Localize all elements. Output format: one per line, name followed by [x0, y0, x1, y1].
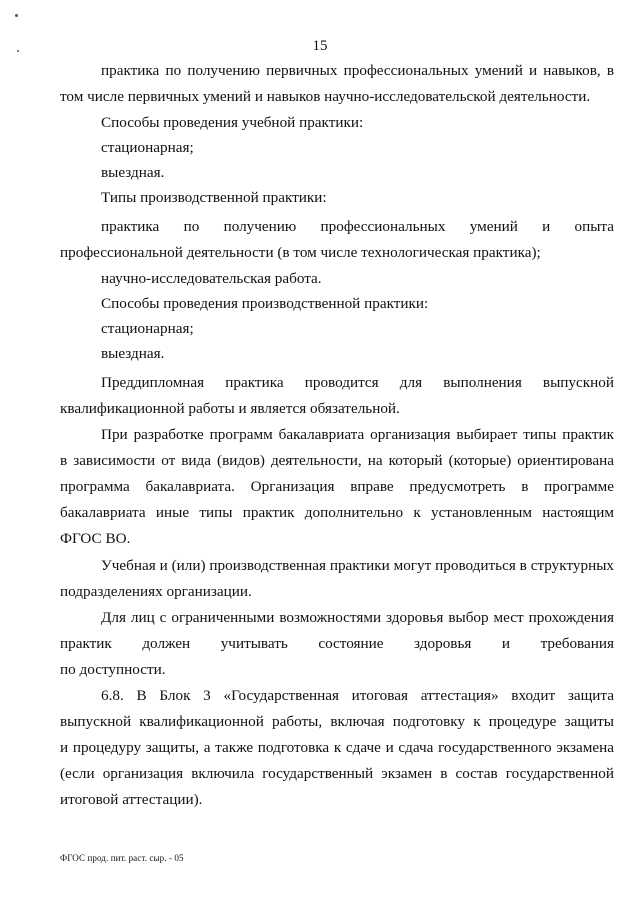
text-line: практика по получению профессиональных умений и опыта — [101, 218, 614, 235]
list-item-research-work: научно-исследовательская работа. — [101, 270, 322, 287]
paragraph-disabilities — [60, 605, 614, 683]
text-line: практика по получению первичных профессиональных умений и навыков, в — [101, 62, 614, 79]
text-line: в зависимости от вида (видов) деятельности, на который (которые) ориентирована — [60, 452, 614, 469]
paragraph-prediploma-practice — [60, 370, 614, 422]
text-line: Для лиц с ограниченными возможностями здоровья выбор мест прохождения — [101, 609, 614, 626]
paragraph-production-practice-methods: Способы проведения производственной практики: — [101, 295, 429, 312]
text-line: 6.8. В Блок 3 «Государственная итоговая аттестация» входит защита — [101, 687, 614, 704]
text-line: Преддипломная практика проводится для выполнения выпускной — [101, 374, 614, 391]
text-line: и процедуру защиты, а также подготовка к сдаче и сдача государственного экзамена — [60, 739, 614, 756]
text-line: квалификационной работы и является обязательной. — [60, 400, 400, 417]
paragraph-practice-continuation — [60, 58, 614, 110]
text-line: том числе первичных умений и навыков научно-исследовательской деятельности. — [60, 88, 591, 105]
text-line: по доступности. — [60, 661, 166, 678]
text-line: выпускной квалификационной работы, включая подготовку к процедуре защиты — [60, 713, 614, 730]
text-line: (если организация включила государственный экзамен в состав государственной — [60, 765, 614, 782]
text-line: ФГОС ВО. — [60, 530, 131, 547]
text-line: подразделениях организации. — [60, 583, 252, 600]
list-item-field-2: выездная. — [101, 345, 165, 362]
paragraph-educational-practice-methods: Способы проведения учебной практики: — [101, 114, 364, 131]
text-line: бакалавриата иные типы практик дополнительно к установленным настоящим — [60, 504, 614, 521]
page-number: 15 — [312, 38, 328, 54]
text-line: Учебная и (или) производственная практики могут проводиться в структурных — [101, 557, 614, 574]
footer-document-code: ФГОС прод. пит. раст. сыр. - 05 — [60, 853, 184, 863]
paragraph-production-practice-types: Типы производственной практики: — [101, 189, 327, 206]
paragraph-structural-divisions — [60, 553, 614, 605]
scan-mark-top — [15, 14, 18, 17]
text-line: программа бакалавриата. Организация вправе предусмотреть в программе — [60, 478, 614, 495]
list-item-field: выездная. — [101, 164, 165, 181]
paragraph-bachelor-programs — [60, 422, 614, 552]
text-line: итоговой аттестации). — [60, 791, 203, 808]
text-line: При разработке программ бакалавриата организация выбирает типы практик — [101, 426, 614, 443]
paragraph-block-3 — [60, 683, 614, 813]
text-line: практик должен учитывать состояние здоровья и требования — [60, 635, 614, 652]
list-item-stationary: стационарная; — [101, 139, 194, 156]
text-line: профессиональной деятельности (в том числе технологическая практика); — [60, 244, 541, 261]
paragraph-professional-practice — [60, 214, 614, 266]
list-item-stationary-2: стационарная; — [101, 320, 194, 337]
